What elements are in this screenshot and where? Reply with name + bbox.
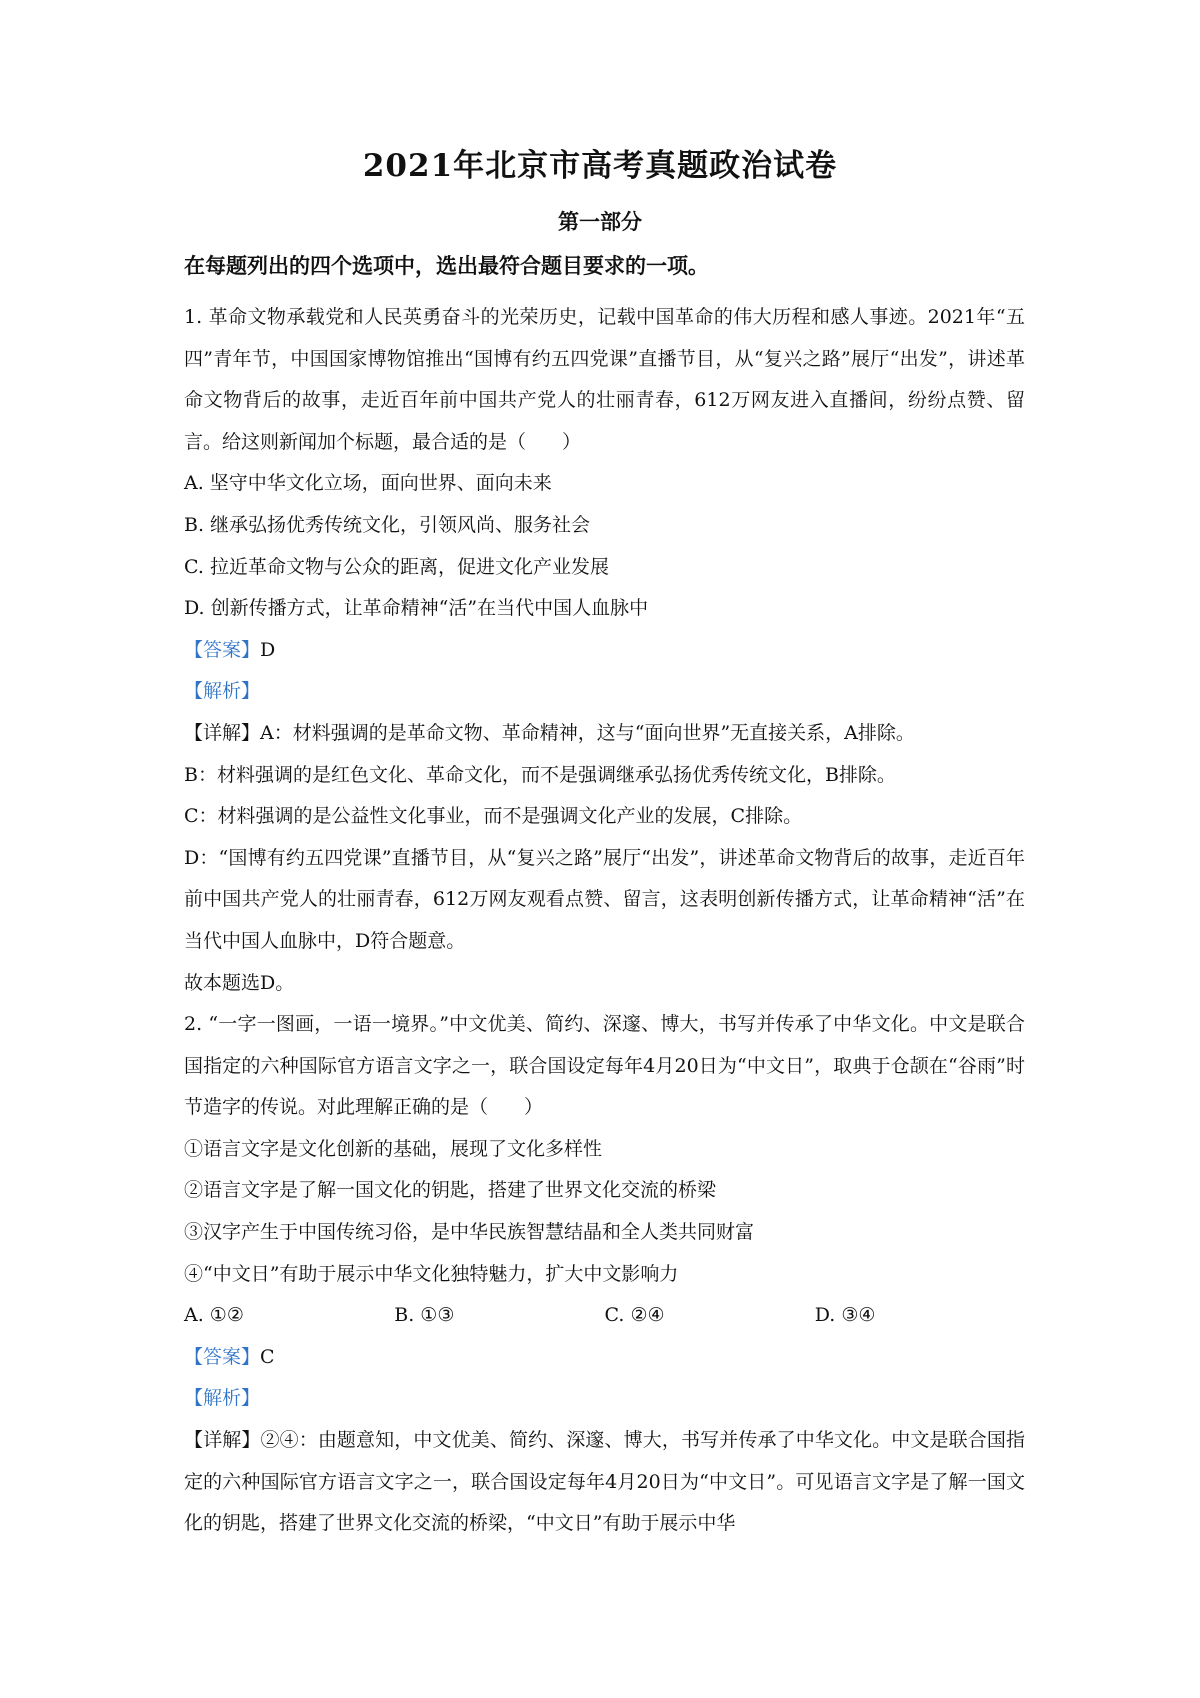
question-2-option-b: B. ①③ — [394, 1304, 455, 1327]
analysis-tag: 【解析】 — [184, 1387, 261, 1410]
question-2-options — [184, 1295, 1025, 1337]
question-content — [184, 297, 1025, 1545]
question-1-option-d: D. 创新传播方式，让革命精神“活”在当代中国人血脉中 — [184, 597, 649, 620]
document-title: 2021年北京市高考真题政治试卷 — [362, 148, 838, 184]
answer-value: C — [260, 1345, 275, 1368]
question-2-stem — [184, 1004, 1025, 1129]
question-1-answer — [184, 630, 1025, 672]
question-2-statement-2: ②语言文字是了解一国文化的钥匙，搭建了世界文化交流的桥梁 — [184, 1179, 717, 1202]
question-1-option-b: B. 继承弘扬优秀传统文化，引领风尚、服务社会 — [184, 513, 591, 536]
question-2-statement-1: ①语言文字是文化创新的基础，展现了文化多样性 — [184, 1137, 603, 1160]
question-1-analysis — [184, 671, 1025, 713]
question-1-detail-a — [184, 713, 1025, 755]
question-2-answer — [184, 1337, 1025, 1379]
instruction-text: 在每题列出的四个选项中，选出最符合题目要求的一项。 — [184, 253, 709, 278]
detail-tag: 【详解】 — [184, 721, 261, 744]
answer-tag: 【答案】 — [184, 638, 261, 661]
detail-text: A：材料强调的是革命文物、革命精神，这与“面向世界”无直接关系，A排除。 — [260, 721, 915, 744]
question-2-statement-4: ④“中文日”有助于展示中华文化独特魅力，扩大中文影响力 — [184, 1262, 679, 1285]
question-2-option-c: C. ②④ — [604, 1304, 665, 1327]
detail-text: ②④：由题意知，中文优美、简约、深邃、博大，书写并传承了中华文化。中文是联合国指定的六种国际官方语言文字之一，联合国设定每年4月20日为“中文日”。可见语言文字是了解一国文化的钥匙，搭建了世界文化交流的桥梁，“中文日”有助于展示中华 — [184, 1429, 1025, 1535]
section-heading: 第一部分 — [558, 209, 642, 234]
question-2-statement-3: ③汉字产生于中国传统习俗，是中华民族智慧结晶和全人类共同财富 — [184, 1221, 755, 1244]
question-1-option-a: A. 坚守中华文化立场，面向世界、面向未来 — [184, 472, 552, 495]
question-1-stem-text: 1. 革命文物承载党和人民英勇奋斗的光荣历史，记载中国革命的伟大历程和感人事迹。2021年“五四”青年节，中国国家博物馆推出“国博有约五四党课”直播节目，从“复兴之路”展厅“出发”，讲述革命文物背后的故事，走近百年前中国共产党人的壮丽青春，612万网友进入直播间，纷纷点赞、留言。给这则新闻加个标题，最合适的是（ — [184, 306, 1025, 453]
question-2-analysis — [184, 1378, 1025, 1420]
question-1-detail-c: C：材料强调的是公益性文化事业，而不是强调文化产业的发展，C排除。 — [184, 805, 803, 828]
question-1-stem — [184, 297, 1025, 463]
question-2-option-a: A. ①② — [184, 1304, 244, 1327]
question-2-option-d: D. ③④ — [814, 1304, 876, 1327]
answer-tag: 【答案】 — [184, 1345, 261, 1368]
question-1-stem-close: ） — [562, 430, 582, 453]
question-2-stem-close: ） — [524, 1096, 544, 1119]
detail-tag: 【详解】 — [184, 1429, 261, 1452]
question-1-option-c: C. 拉近革命文物与公众的距离，促进文化产业发展 — [184, 555, 609, 578]
question-1-detail-b: B：材料强调的是红色文化、革命文化，而不是强调继承弘扬优秀传统文化，B排除。 — [184, 763, 896, 786]
question-1-detail-d: D：“国博有约五四党课”直播节目，从“复兴之路”展厅“出发”，讲述革命文物背后的故事，走近百年前中国共产党人的壮丽青春，612万网友观看点赞、留言，这表明创新传播方式，让革命精神“活”在当代中国人血脉中，D符合题意。 — [184, 846, 1025, 952]
analysis-tag: 【解析】 — [184, 680, 261, 703]
question-2-stem-text: 2. “一字一图画，一语一境界。”中文优美、简约、深邃、博大，书写并传承了中华文化。中文是联合国指定的六种国际官方语言文字之一，联合国设定每年4月20日为“中文日”，取典于仓颉在“谷雨”时节造字的传说。对此理解正确的是（ — [184, 1013, 1025, 1119]
answer-value: D — [260, 638, 276, 661]
question-1-conclusion: 故本题选D。 — [184, 971, 295, 994]
question-2-detail — [184, 1420, 1025, 1545]
